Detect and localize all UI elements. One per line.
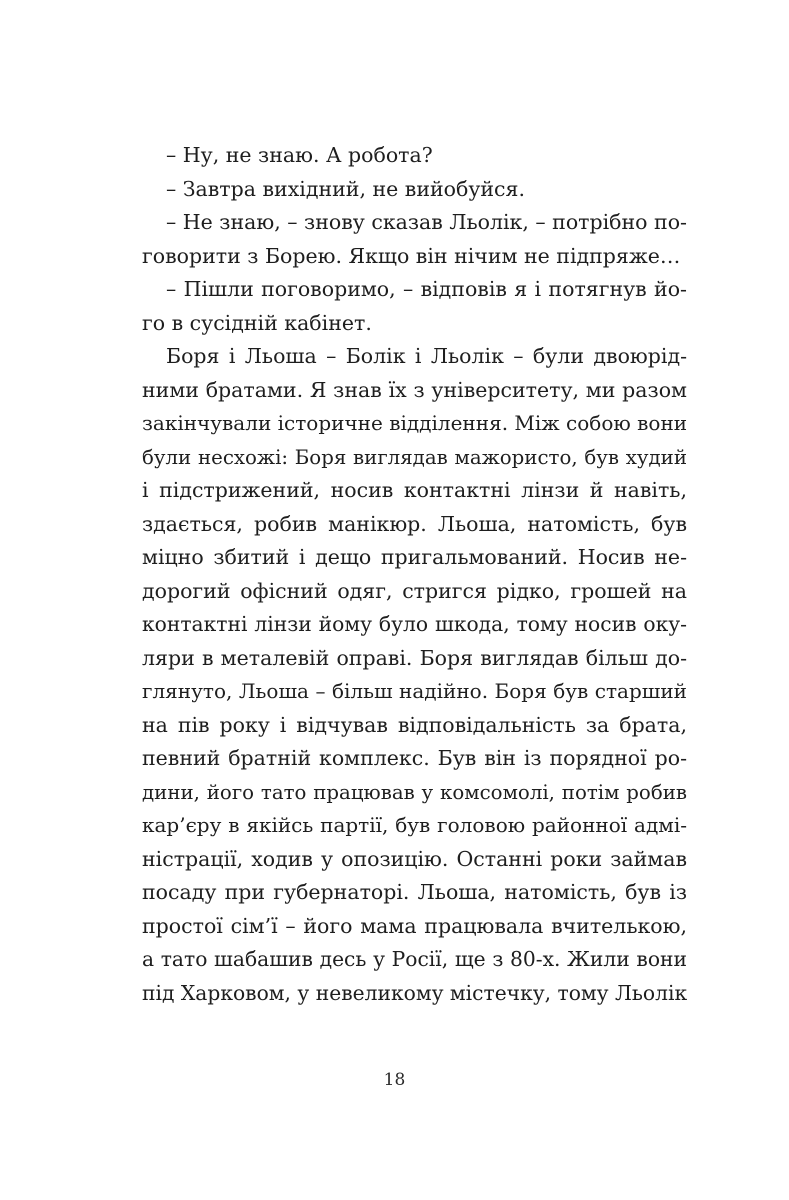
- text-line: а тато шабашив десь у Росії, ще з 80-х. Жили вони: [142, 947, 687, 971]
- text-line: – Не знаю, – знову сказав Льолік, – потрібно по-: [166, 210, 687, 234]
- text-line: – Завтра вихідний, не вийобуйся.: [166, 176, 525, 201]
- text-line: були несхожі: Боря виглядав мажористо, був худий: [142, 445, 687, 469]
- text-line: здається, робив манікюр. Льоша, натомість, був: [142, 511, 687, 536]
- text-line: говорити з Борею. Якщо він нічим не підпряже…: [142, 243, 681, 268]
- text-line: ляри в металевій оправі. Боря виглядав більш до-: [142, 645, 687, 670]
- text-line: – Ну, не знаю. А робота?: [166, 143, 433, 167]
- text-line: під Харковом, у невеликому містечку, тому Льолік: [142, 980, 688, 1005]
- text-line: на пів року і відчував відповідальність за брата,: [142, 712, 687, 737]
- text-line: глянуто, Льоша – більш надійно. Боря був старший: [142, 679, 687, 703]
- text-line: дини, його тато працював у комсомолі, потім робив: [142, 780, 687, 804]
- page-number: 18: [383, 1070, 406, 1090]
- text-line: і підстрижений, носив контактні лінзи й навіть,: [142, 478, 687, 502]
- text-line: кар’єру в якійсь партії, був головою районної адмі-: [142, 813, 687, 837]
- text-line: ними братами. Я знав їх з університету, ми разом: [142, 377, 687, 402]
- text-line: го в сусідній кабінет.: [142, 310, 372, 335]
- text-line: закінчували історичне відділення. Між собою вони: [142, 411, 688, 435]
- text-line: посаду при губернаторі. Льоша, натомість, був із: [142, 880, 687, 904]
- text-line: контактні лінзи йому було шкода, тому носив оку-: [142, 612, 687, 636]
- text-line: міцно збитий і дещо пригальмований. Носив не-: [142, 545, 687, 569]
- text-line: певний братній комплекс. Був він із порядної ро-: [142, 746, 687, 770]
- text-line: простої сім’ї – його мама працювала вчителькою,: [142, 913, 687, 938]
- text-line: Боря і Льоша – Болік і Льолік – були двоюрід-: [166, 344, 687, 368]
- text-line: ністрації, ходив у опозицію. Останні роки займав: [142, 846, 687, 871]
- text-line: – Пішли поговоримо, – відповів я і потягнув йо-: [166, 277, 687, 301]
- text-line: дорогий офісний одяг, стригся рідко, грошей на: [142, 578, 687, 603]
- page-body-text: [142, 139, 687, 1010]
